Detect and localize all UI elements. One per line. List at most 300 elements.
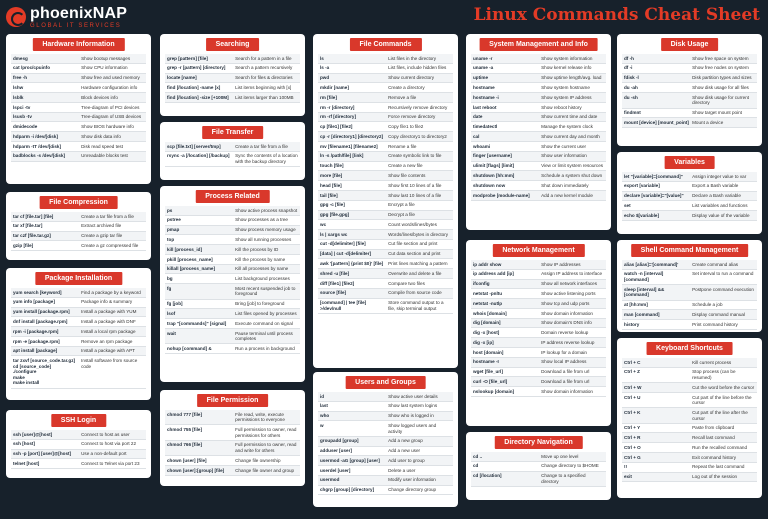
command-description: Show disk data info bbox=[81, 133, 121, 139]
command-syntax: gpg [file.gpg] bbox=[320, 212, 350, 218]
command-syntax: mv [filename1] [filename2] bbox=[320, 143, 378, 149]
command-description: Kill current process bbox=[692, 359, 732, 365]
command-row bbox=[318, 74, 453, 84]
command-row bbox=[11, 337, 146, 347]
command-row bbox=[471, 74, 606, 84]
command-list bbox=[165, 54, 300, 103]
command-syntax: date bbox=[473, 114, 483, 120]
command-syntax: ssh [user]@[host] bbox=[13, 431, 53, 437]
brand-logo bbox=[6, 4, 127, 30]
command-row bbox=[318, 289, 453, 299]
command-syntax: last reboot bbox=[473, 104, 497, 110]
section-title: Users and Groups bbox=[345, 376, 426, 389]
command-description: Show reboot history bbox=[541, 104, 582, 110]
command-row bbox=[165, 226, 300, 236]
command-description: Delete a user bbox=[388, 467, 416, 473]
command-row bbox=[318, 259, 453, 269]
command-syntax: ps bbox=[167, 207, 173, 213]
command-description: Show target mount point bbox=[692, 110, 742, 116]
command-row bbox=[165, 456, 300, 466]
command-syntax: rm -rf [directory] bbox=[320, 114, 356, 120]
command-description: Display value of the variable bbox=[692, 212, 750, 218]
command-row bbox=[165, 142, 300, 152]
command-syntax: free -h bbox=[13, 75, 28, 81]
command-row bbox=[318, 421, 453, 436]
command-description: Modify user information bbox=[388, 477, 436, 483]
command-syntax: adduser [user] bbox=[320, 448, 352, 454]
command-row bbox=[318, 142, 453, 152]
command-description: Display command manual bbox=[692, 311, 745, 317]
command-syntax: gzip [file] bbox=[13, 242, 34, 248]
command-description: Set interval to run a command bbox=[692, 271, 754, 277]
command-description: Show domain's DNS info bbox=[541, 320, 592, 326]
command-syntax: finger [username] bbox=[473, 153, 512, 159]
command-syntax: locate [name] bbox=[167, 75, 197, 81]
command-description: List files, include hidden files bbox=[388, 65, 447, 71]
command-syntax: rm -r [directory] bbox=[320, 104, 355, 110]
command-row bbox=[11, 83, 146, 93]
command-row bbox=[622, 433, 757, 443]
command-row bbox=[318, 240, 453, 250]
command-row bbox=[165, 441, 300, 456]
brand-name: phoenixNAP bbox=[30, 4, 128, 22]
command-syntax: netstat -nutlp bbox=[473, 300, 503, 306]
command-syntax: shred -u [file] bbox=[320, 270, 350, 276]
command-row bbox=[165, 344, 300, 354]
command-syntax: w bbox=[320, 422, 324, 428]
command-syntax: lsof bbox=[167, 311, 176, 316]
command-syntax: find [/location] -name [x] bbox=[167, 84, 221, 90]
command-syntax: [data] | cut -d[delimiter] bbox=[320, 251, 372, 257]
command-syntax: at [hh:mm] bbox=[624, 302, 648, 308]
command-syntax: Ctrl + U bbox=[624, 394, 641, 400]
command-row bbox=[471, 280, 606, 290]
command-description: Sync the contents of a location with the backup directory bbox=[235, 153, 298, 164]
command-row bbox=[318, 103, 453, 113]
card-variables bbox=[617, 152, 762, 234]
command-syntax: wc bbox=[320, 221, 327, 227]
card-dirnav bbox=[466, 432, 611, 500]
command-description: Show kernel release info bbox=[541, 65, 592, 71]
command-syntax: last bbox=[320, 403, 328, 409]
command-syntax: lsusb -tv bbox=[13, 114, 32, 120]
card-permission bbox=[160, 390, 305, 486]
command-description: View or limit system resources bbox=[541, 163, 604, 169]
command-syntax: chmod 777 [file] bbox=[167, 411, 202, 417]
command-list bbox=[165, 206, 300, 354]
command-syntax: cut -d[delimiter] [file] bbox=[320, 241, 366, 247]
command-description: Print lines matching a pattern bbox=[388, 261, 448, 266]
command-description: Recursively remove directory bbox=[388, 104, 448, 110]
command-syntax: Ctrl + R bbox=[624, 435, 641, 441]
command-description: Cut file section and print bbox=[388, 241, 438, 247]
command-syntax: du -sh bbox=[624, 94, 638, 100]
command-syntax: hostname -I bbox=[473, 359, 499, 365]
command-row bbox=[622, 463, 757, 473]
command-row bbox=[318, 93, 453, 103]
command-description: Show IP addresses bbox=[541, 261, 581, 267]
command-list bbox=[471, 54, 606, 201]
command-description: Show BIOS hardware info bbox=[81, 124, 134, 130]
command-row bbox=[471, 132, 606, 142]
command-syntax: tar zxvf [source_code.tar.gz] cd [source_code] ./configure make make install bbox=[13, 358, 76, 386]
command-description: Create a tar file from a file bbox=[81, 213, 134, 219]
command-syntax: df -i bbox=[624, 65, 633, 71]
command-syntax: host [domain] bbox=[473, 349, 504, 355]
command-syntax: apt install [package] bbox=[13, 348, 58, 354]
command-description: Create a gzip tar file bbox=[81, 233, 123, 239]
command-syntax: top bbox=[167, 236, 175, 242]
section-title: File Transfer bbox=[202, 126, 264, 139]
command-row bbox=[471, 309, 606, 319]
command-row bbox=[318, 456, 453, 466]
command-syntax: shutdown [hh:mm] bbox=[473, 172, 515, 178]
command-row bbox=[622, 453, 757, 463]
command-syntax: cal bbox=[473, 133, 480, 139]
command-row bbox=[165, 245, 300, 255]
command-description: Extract archived file bbox=[81, 223, 122, 229]
section-title: System Management and Info bbox=[479, 38, 598, 51]
command-row bbox=[318, 447, 453, 457]
section-title: Hardware Information bbox=[32, 38, 124, 51]
command-list bbox=[622, 172, 757, 221]
command-row bbox=[11, 430, 146, 440]
command-syntax: chown [user] [file] bbox=[167, 457, 207, 463]
command-syntax: ip address add [ip] bbox=[473, 271, 514, 277]
command-description: Exit command history bbox=[692, 454, 737, 460]
command-row bbox=[165, 319, 300, 329]
command-syntax: touch [file] bbox=[320, 163, 344, 169]
command-row bbox=[622, 172, 757, 182]
command-row bbox=[11, 356, 146, 388]
command-syntax: chown [user]:[group] [file] bbox=[167, 467, 225, 473]
command-description: Change directory to $HOME bbox=[541, 463, 599, 469]
command-row bbox=[318, 132, 453, 142]
command-syntax: hdparm -i /dev/[disk] bbox=[13, 133, 58, 139]
command-description: Show active user details bbox=[388, 393, 438, 399]
command-row bbox=[11, 288, 146, 298]
command-row bbox=[318, 191, 453, 201]
command-description: Show process memory usage bbox=[235, 227, 296, 233]
command-row bbox=[471, 452, 606, 462]
command-syntax: userdel [user] bbox=[320, 467, 351, 473]
command-description: IP address reverse lookup bbox=[541, 339, 595, 345]
command-row bbox=[622, 383, 757, 393]
command-syntax: fg bbox=[167, 285, 172, 291]
command-row bbox=[622, 93, 757, 108]
command-syntax: modprobe [module-name] bbox=[473, 192, 530, 198]
card-shellcmd bbox=[617, 240, 762, 332]
command-syntax: wait bbox=[167, 330, 176, 336]
command-row bbox=[471, 93, 606, 103]
command-syntax: cd [/location] bbox=[473, 473, 502, 479]
command-syntax: Ctrl + G bbox=[624, 454, 641, 460]
command-description: Install a local rpm package bbox=[81, 328, 136, 334]
command-description: Search for files & directories bbox=[235, 75, 293, 81]
command-description: Show who is logged in bbox=[388, 413, 434, 419]
command-syntax: ip addr show bbox=[473, 261, 502, 267]
command-syntax: chmod 766 [file] bbox=[167, 442, 202, 448]
section-title: Directory Navigation bbox=[494, 436, 582, 449]
command-description: Download a file from url bbox=[541, 369, 590, 375]
command-row bbox=[165, 74, 300, 84]
command-syntax: killall [process_name] bbox=[167, 266, 216, 272]
command-syntax: tar cf [file.tar] [file] bbox=[13, 213, 54, 219]
command-row bbox=[165, 466, 300, 476]
command-description: Show domain information bbox=[541, 310, 593, 316]
command-row bbox=[165, 265, 300, 275]
command-syntax: diff [file1] [file2] bbox=[320, 280, 355, 286]
command-description: Store command output to a file, skip terminal output bbox=[388, 300, 444, 311]
command-description: Install a package with APT bbox=[81, 348, 135, 354]
command-description: List items beginning with [x] bbox=[235, 84, 292, 90]
command-row bbox=[318, 211, 453, 221]
command-syntax: cd .. bbox=[473, 453, 483, 459]
command-syntax: id bbox=[320, 393, 325, 399]
command-description: Show last system logins bbox=[388, 403, 438, 409]
command-syntax: fg [job] bbox=[167, 301, 183, 307]
command-description: Show free nodes on system bbox=[692, 65, 749, 71]
command-syntax: findmnt bbox=[624, 110, 641, 116]
command-syntax: declare [variable]="[value]" bbox=[624, 193, 684, 199]
command-row bbox=[318, 279, 453, 289]
command-row bbox=[318, 437, 453, 447]
command-description: Show current directory bbox=[388, 75, 435, 81]
command-syntax: netstat -pnltu bbox=[473, 290, 503, 296]
command-syntax: nohup [command] & bbox=[167, 345, 212, 351]
command-row bbox=[471, 319, 606, 329]
card-disk bbox=[617, 34, 762, 146]
section-title: Disk Usage bbox=[661, 38, 719, 51]
section-title: Package Installation bbox=[35, 272, 122, 285]
command-syntax: shutdown now bbox=[473, 182, 506, 188]
command-row bbox=[165, 83, 300, 93]
command-description: Copy directory1 to directory2 bbox=[388, 133, 447, 139]
command-row bbox=[622, 211, 757, 221]
command-row bbox=[165, 284, 300, 299]
command-description: Find a package by a keyword bbox=[81, 289, 141, 295]
command-description: File read, write, execute permissions to everyone bbox=[235, 411, 285, 423]
card-ssh bbox=[6, 410, 151, 478]
command-row bbox=[318, 392, 453, 402]
command-syntax: watch -n [interval] [command] bbox=[624, 271, 664, 282]
command-syntax: source [file] bbox=[320, 290, 347, 296]
command-row bbox=[622, 358, 757, 368]
command-row bbox=[471, 191, 606, 201]
command-syntax: usermod -aG [group] [user] bbox=[320, 457, 380, 463]
command-description: Show current time and date bbox=[541, 114, 598, 120]
command-description: Show disk usage for all files bbox=[692, 84, 749, 90]
command-row bbox=[165, 216, 300, 226]
command-syntax: dig -x [host] bbox=[473, 330, 500, 336]
command-description: Add a new kernel module bbox=[541, 192, 593, 198]
command-row bbox=[471, 103, 606, 113]
command-description: Schedule a job bbox=[692, 302, 723, 308]
command-syntax: dmidecode bbox=[13, 124, 38, 130]
command-syntax: pstree bbox=[167, 217, 181, 223]
command-row bbox=[622, 260, 757, 270]
command-syntax: head [file] bbox=[320, 182, 342, 188]
command-row bbox=[11, 459, 146, 469]
command-syntax: pwd bbox=[320, 75, 330, 81]
command-syntax: sleep [interval] && [command] bbox=[624, 286, 665, 298]
command-syntax: scp [file.txt] [server/tmp] bbox=[167, 143, 221, 149]
command-row bbox=[622, 320, 757, 330]
card-network bbox=[466, 240, 611, 426]
command-description: Create a tar file from a file bbox=[235, 143, 288, 149]
command-description: Kill all processes by name bbox=[235, 266, 289, 272]
command-description: Change directory group bbox=[388, 487, 437, 493]
phoenix-logo-icon bbox=[6, 7, 26, 27]
command-row bbox=[165, 235, 300, 245]
command-row bbox=[318, 152, 453, 162]
card-hardware bbox=[6, 34, 151, 184]
command-list bbox=[471, 452, 606, 487]
command-description: Create a gz compressed file bbox=[81, 242, 139, 248]
command-row bbox=[471, 377, 606, 387]
command-row bbox=[11, 54, 146, 64]
command-row bbox=[318, 476, 453, 486]
command-description: Show uptime length/avg. load bbox=[541, 75, 602, 81]
command-row bbox=[11, 113, 146, 123]
command-row bbox=[318, 220, 453, 230]
command-syntax: chgrp [group] [directory] bbox=[320, 487, 375, 493]
command-row bbox=[165, 206, 300, 216]
command-description: Disk read speed test bbox=[81, 143, 123, 149]
command-row bbox=[622, 83, 757, 93]
command-description: Disk partition types and sizes bbox=[692, 75, 752, 81]
command-syntax: tar xf [file.tar] bbox=[13, 223, 43, 229]
command-row bbox=[165, 64, 300, 74]
command-description: Show system hostname bbox=[541, 84, 590, 90]
command-syntax: alias [alias]='[command]' bbox=[624, 261, 679, 267]
command-syntax: tail [file] bbox=[320, 192, 338, 198]
command-description: Paste from clipboard bbox=[692, 425, 735, 431]
command-row bbox=[622, 64, 757, 74]
command-description: Shut down immediately bbox=[541, 182, 589, 188]
command-row bbox=[471, 181, 606, 191]
command-row bbox=[622, 443, 757, 453]
command-syntax: ls bbox=[320, 55, 324, 61]
command-syntax: rm [file] bbox=[320, 94, 337, 100]
command-syntax: mount [device] [mount_point] bbox=[624, 119, 689, 125]
command-description: List files opened by processes bbox=[235, 311, 297, 316]
command-row bbox=[165, 300, 300, 310]
command-description: Change file owner and group bbox=[235, 467, 295, 473]
command-row bbox=[165, 54, 300, 64]
command-syntax: rsync -a [/location] [/backup] bbox=[167, 153, 230, 159]
command-description: Search a pattern recursively bbox=[235, 65, 293, 71]
command-description: Add a new group bbox=[388, 438, 423, 444]
command-syntax: ls -a bbox=[320, 65, 330, 71]
card-users bbox=[313, 372, 458, 507]
command-description: Count words/lines/bytes bbox=[388, 221, 437, 227]
command-syntax: lsblk bbox=[13, 94, 24, 100]
command-row bbox=[622, 285, 757, 300]
command-row bbox=[471, 348, 606, 358]
command-description: Assign IP address to interface bbox=[541, 271, 603, 277]
command-description: Show logged users and activity bbox=[388, 422, 437, 434]
command-description: List items larger than 100MB bbox=[235, 94, 294, 100]
section-title: Variables bbox=[664, 156, 715, 169]
command-description: Search for a pattern in a file bbox=[235, 55, 292, 61]
command-description: Cut the word before the cursor bbox=[692, 384, 755, 390]
command-description: List background processes bbox=[235, 276, 290, 282]
command-description: Remove a file bbox=[388, 94, 417, 100]
command-syntax: let "[variable]=[command]" bbox=[624, 173, 683, 179]
command-syntax: badblocks -s /dev/[disk] bbox=[13, 153, 66, 159]
command-syntax: chmod 755 [file] bbox=[167, 426, 202, 432]
command-syntax: dnf install [package.rpm] bbox=[13, 318, 68, 324]
command-row bbox=[622, 201, 757, 211]
command-syntax: Ctrl + O bbox=[624, 444, 641, 450]
command-description: Full permission to owner, read permissions for others bbox=[235, 426, 297, 438]
card-searching bbox=[160, 34, 305, 116]
command-row bbox=[622, 74, 757, 84]
command-row bbox=[11, 142, 146, 152]
command-syntax: cd bbox=[473, 463, 479, 469]
command-row bbox=[11, 152, 146, 162]
command-syntax: ssh [host] bbox=[13, 441, 35, 447]
command-syntax: history bbox=[624, 321, 640, 327]
top-bar bbox=[0, 0, 768, 34]
command-row bbox=[622, 310, 757, 320]
command-description: Show tcp and udp ports bbox=[541, 300, 590, 306]
command-row bbox=[622, 192, 757, 202]
command-syntax: dmesg bbox=[13, 55, 28, 61]
command-syntax: bg bbox=[167, 276, 173, 282]
command-description: Use a non-default port bbox=[81, 451, 127, 457]
command-description: Connect to host via port 22 bbox=[81, 441, 137, 447]
command-row bbox=[11, 317, 146, 327]
command-description: Domain reverse lookup bbox=[541, 330, 589, 336]
command-description: Show all running processes bbox=[235, 236, 292, 242]
command-description: Show processes as a tree bbox=[235, 217, 288, 223]
command-description: Package info & summary bbox=[81, 299, 133, 305]
command-row bbox=[318, 201, 453, 211]
command-row bbox=[165, 410, 300, 425]
command-syntax: yum install [package.rpm] bbox=[13, 309, 70, 315]
command-row bbox=[11, 232, 146, 242]
command-description: Block devices info bbox=[81, 94, 118, 100]
command-row bbox=[471, 387, 606, 397]
command-syntax: awk '[pattern] {print $0}' [file] bbox=[320, 261, 384, 266]
command-syntax: tar czf [file.tar.gz] bbox=[13, 233, 51, 239]
command-row bbox=[471, 152, 606, 162]
command-description: Create a new file bbox=[388, 163, 423, 169]
command-description: Execute command on signal bbox=[235, 320, 293, 326]
section-title: File Compression bbox=[39, 196, 118, 209]
command-syntax: Ctrl + Y bbox=[624, 425, 641, 431]
command-row bbox=[318, 54, 453, 64]
command-row bbox=[622, 473, 757, 483]
command-description: IP lookup for a domain bbox=[541, 349, 587, 355]
section-title: Searching bbox=[206, 38, 260, 51]
command-syntax: yum search [keyword] bbox=[13, 289, 62, 295]
command-row bbox=[622, 182, 757, 192]
command-description: Show active process snapshot bbox=[235, 207, 298, 213]
command-description: Show free space on system bbox=[692, 55, 749, 61]
command-syntax: who bbox=[320, 413, 330, 419]
card-shortcuts bbox=[617, 338, 762, 498]
page-title: Linux Commands Cheat Sheet bbox=[473, 5, 760, 25]
section-title: Shell Command Management bbox=[631, 244, 749, 257]
command-description: Force remove directory bbox=[388, 114, 436, 120]
command-list bbox=[318, 392, 453, 495]
command-description: Declare a Bash variable bbox=[692, 193, 741, 199]
command-description: Add user to group bbox=[388, 457, 425, 463]
card-package bbox=[6, 268, 151, 400]
